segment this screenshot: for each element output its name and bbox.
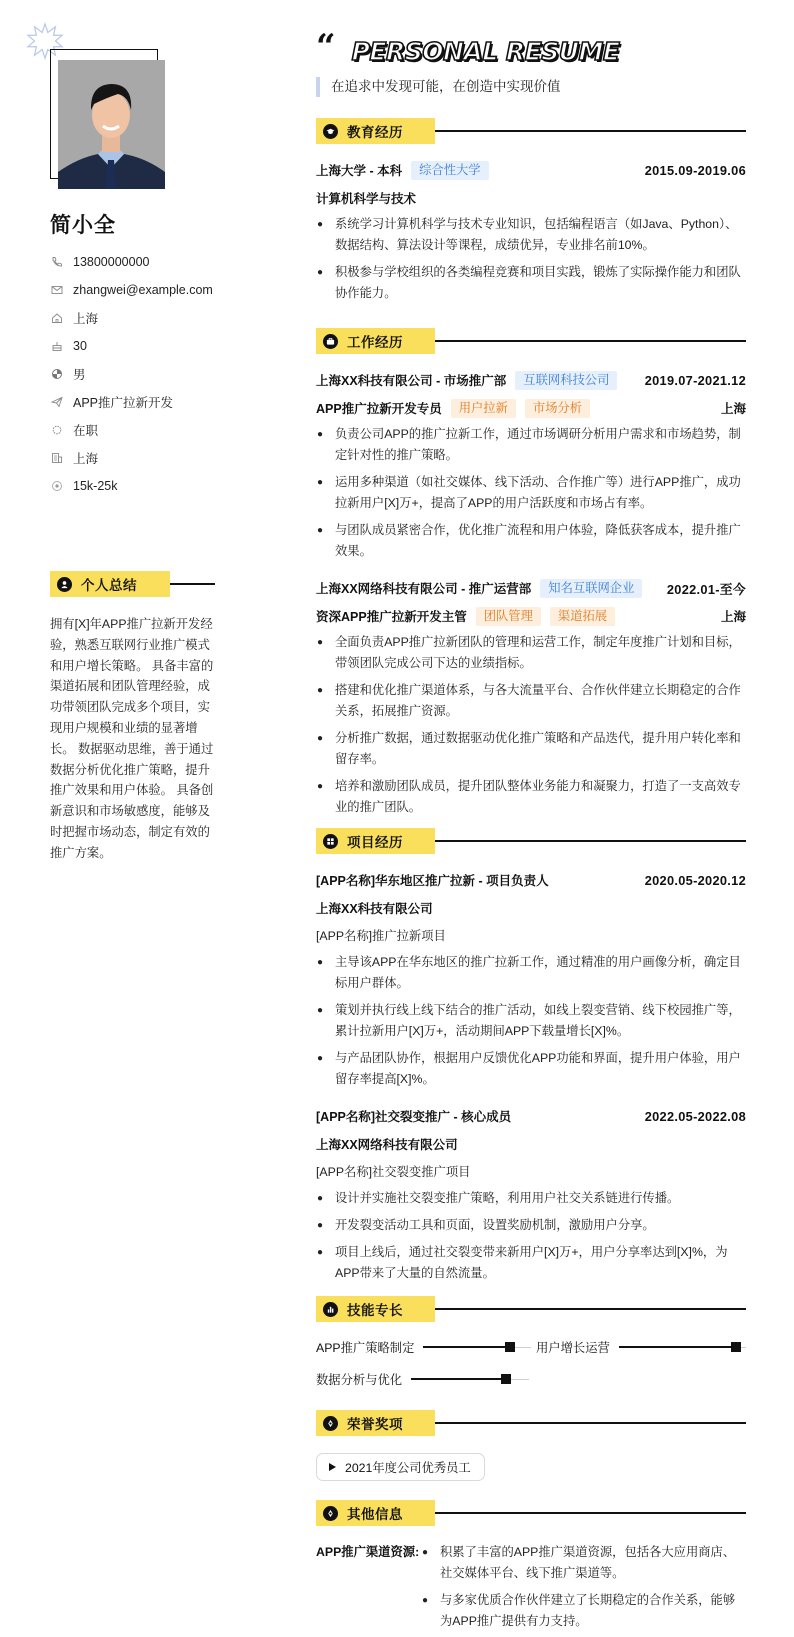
section-divider xyxy=(435,1308,746,1310)
section-divider xyxy=(435,1512,746,1514)
section-divider xyxy=(170,583,215,585)
skill-item: 用户增长运营 xyxy=(536,1336,746,1358)
section-header-summary xyxy=(50,571,215,597)
section-tag: 项目经历 xyxy=(316,828,435,854)
info-gender: 男 xyxy=(50,360,213,388)
info-location: 上海 xyxy=(50,304,213,332)
section-tag: 教育经历 xyxy=(316,118,435,144)
company-type-badge: 互联网科技公司 xyxy=(515,371,617,390)
info-salary: 15k-25k xyxy=(50,472,213,500)
project-entry xyxy=(316,870,746,1090)
education-date: 2015.09-2019.06 xyxy=(644,162,746,178)
cake-icon xyxy=(50,339,64,353)
bullet-item: ● 全面负责APP推广拉新团队的管理和运营工作，制定年度推广计划和目标，带领团队完成公司下达的业绩指标。 xyxy=(317,635,741,670)
major-row xyxy=(316,188,746,208)
play-triangle-icon xyxy=(329,1463,336,1471)
bullet-item: ● 分析推广数据，通过数据驱动优化推广策略和产品迭代，提升用户转化率和留存率。 xyxy=(317,731,741,766)
send-icon xyxy=(50,395,64,409)
gender-icon xyxy=(50,367,64,381)
mail-icon xyxy=(50,283,64,297)
award-item[interactable]: 2021年度公司优秀员工 xyxy=(316,1453,485,1481)
project-name: [APP名称]社交裂变推广 - 核心成员 xyxy=(316,1110,512,1124)
bullet-item: ● 搭建和优化推广渠道体系，与各大流量平台、合作伙伴建立长期稳定的合作关系，拓展推广资源。 xyxy=(317,683,741,718)
briefcase-icon xyxy=(323,334,338,349)
skill-item: 数据分析与优化 xyxy=(316,1368,746,1390)
skill-level-knob xyxy=(731,1342,741,1352)
other-info-item xyxy=(316,1542,746,1632)
section-header-awards xyxy=(316,1410,746,1436)
bullet-item: ● 与多家优质合作伙伴建立了长期稳定的合作关系，能够为APP推广提供有力支持。 xyxy=(422,1593,736,1628)
info-icon xyxy=(323,1506,338,1521)
skill-level-bar xyxy=(411,1373,529,1385)
building-icon xyxy=(50,451,64,465)
info-age: 30 xyxy=(50,332,213,360)
section-header-projects xyxy=(316,828,746,854)
skill-level-bar xyxy=(619,1341,746,1353)
project-date: 2020.05-2020.12 xyxy=(644,872,746,888)
user-icon xyxy=(57,577,72,592)
skill-tag: 渠道拓展 xyxy=(550,607,615,626)
company-name: 上海XX科技有限公司 - 市场推广部 xyxy=(316,374,507,388)
motto: 在追求中发现可能，在创造中实现价值 xyxy=(316,77,561,97)
work-city: 上海 xyxy=(720,402,746,416)
skill-tag: 市场分析 xyxy=(525,399,590,418)
project-desc: [APP名称]推广拉新项目 xyxy=(316,929,446,943)
bullet-item: ● 培养和激励团队成员，提升团队整体业务能力和凝聚力，打造了一支高效专业的推广团队。 xyxy=(317,779,741,814)
skill-level-bar xyxy=(423,1341,531,1353)
section-other xyxy=(316,1500,746,1632)
project-company: 上海XX网络科技有限公司 xyxy=(316,1138,458,1152)
phone-icon xyxy=(50,255,64,269)
bullet-item: ● 策划并执行线上线下结合的推广活动，如线上裂变营销、线下校园推广等，累计拉新用户[X]万+，活动期间APP下载量增长[X]%。 xyxy=(317,1003,741,1038)
bullet-item: ● 积累了丰富的APP推广渠道资源，包括各大应用商店、社交媒体平台、线下推广渠道等。 xyxy=(422,1545,736,1580)
section-tag: 技能专长 xyxy=(316,1296,435,1322)
section-header-work xyxy=(316,328,746,354)
section-divider xyxy=(435,1422,746,1424)
major: 计算机科学与技术 xyxy=(316,192,417,206)
bullet-item: ● 运用多种渠道（如社交媒体、线下活动、合作推广等）进行APP推广，成功拉新用户[X]万+，提高了APP的用户活跃度和市场占有率。 xyxy=(317,475,741,510)
school-type-badge: 综合性大学 xyxy=(411,161,489,180)
bullet-item: ● 积极参与学校组织的各类编程竞赛和项目实践，锻炼了实际操作能力和团队协作能力。 xyxy=(317,265,741,300)
section-divider xyxy=(435,340,746,342)
section-header-education xyxy=(316,118,746,144)
section-tag: 工作经历 xyxy=(316,328,435,354)
bullet-item: ● 负责公司APP的推广拉新工作，通过市场调研分析用户需求和市场趋势，制定针对性的推广策略。 xyxy=(317,427,741,462)
project-entry xyxy=(316,1106,746,1284)
section-skills xyxy=(316,1296,746,1390)
section-header-other xyxy=(316,1500,746,1526)
bar-chart-icon xyxy=(323,1302,338,1317)
quote-mark-icon: “ xyxy=(316,27,336,67)
education-entry-header xyxy=(316,160,746,180)
section-tag: 荣誉奖项 xyxy=(316,1410,435,1436)
skill-tag: 团队管理 xyxy=(476,607,541,626)
grid-icon xyxy=(323,834,338,849)
position-title: 资深APP推广拉新开发主管 xyxy=(316,610,467,624)
work-date: 2022.01-至今 xyxy=(666,581,746,597)
section-header-skills xyxy=(316,1296,746,1322)
project-name: [APP名称]华东地区推广拉新 - 项目负责人 xyxy=(316,874,549,888)
section-divider xyxy=(435,130,746,132)
other-info-label: APP推广渠道资源: xyxy=(316,1545,420,1559)
skill-item: APP推广策略制定 xyxy=(316,1336,536,1358)
bullet-item: ● 开发裂变活动工具和页面，设置奖励机制，激励用户分享。 xyxy=(317,1218,655,1232)
work-city: 上海 xyxy=(720,610,746,624)
summary-text: 拥有[X]年APP推广拉新开发经验，熟悉互联网行业推广模式和用户增长策略。 具备丰富的渠道拓展和团队管理经验，成功带领团队完成多个项目，实现用户规模和业绩的显著增长。 数据驱动思维，善于通过数据分析优化推广策略，提升推广效果和用户体验。 具备创新意识和市场敏感度，能够及时把握市场动态，制定有效的推广方案。 xyxy=(50,617,214,860)
section-awards xyxy=(316,1410,746,1481)
section-projects xyxy=(316,828,746,1284)
bullet-item: ● 与团队成员紧密合作，优化推广流程和用户体验，降低获客成本，提升推广效果。 xyxy=(317,523,741,558)
bullet-item: ● 项目上线后，通过社交裂变带来新用户[X]万+，用户分享率达到[X]%，为APP带来了大量的自然流量。 xyxy=(317,1245,728,1280)
skill-level-knob xyxy=(501,1374,511,1384)
work-date: 2019.07-2021.12 xyxy=(644,372,746,388)
status-icon xyxy=(50,423,64,437)
section-tag: 个人总结 xyxy=(50,571,170,597)
skill-level-knob xyxy=(505,1342,515,1352)
candidate-name: 简小全 xyxy=(50,214,116,237)
title-text: PERSONAL RESUME xyxy=(351,37,620,66)
work-entry xyxy=(316,370,746,562)
info-job-intent: APP推广拉新开发 xyxy=(50,388,213,416)
section-work xyxy=(316,328,746,818)
avatar-photo xyxy=(58,60,165,189)
bullet-item: ● 与产品团队协作，根据用户反馈优化APP功能和界面，提升用户体验，用户留存率提高[X]%。 xyxy=(317,1051,741,1086)
medal-icon xyxy=(323,1416,338,1431)
position-title: APP推广拉新开发专员 xyxy=(316,402,442,416)
info-status: 在职 xyxy=(50,416,213,444)
info-email: zhangwei@example.com xyxy=(50,276,213,304)
bullet-item: ● 主导该APP在华东地区的推广拉新工作，通过精准的用户画像分析，确定目标用户群体。 xyxy=(317,955,741,990)
section-divider xyxy=(435,840,746,842)
graduation-cap-icon xyxy=(323,124,338,139)
bullet-item: ● 系统学习计算机科学与技术专业知识，包括编程语言（如Java、Python）、数据结构、算法设计等课程，成绩优异，专业排名前10%。 xyxy=(317,217,738,252)
project-desc: [APP名称]社交裂变推广项目 xyxy=(316,1165,471,1179)
work-entry xyxy=(316,578,746,818)
section-tag: 其他信息 xyxy=(316,1500,435,1526)
project-date: 2022.05-2022.08 xyxy=(644,1108,746,1124)
school-name: 上海大学 - 本科 xyxy=(316,164,403,178)
skill-tag: 用户拉新 xyxy=(451,399,516,418)
home-icon xyxy=(50,311,64,325)
info-work-city: 上海 xyxy=(50,444,213,472)
resume-title xyxy=(316,27,620,72)
salary-icon xyxy=(50,479,64,493)
project-company: 上海XX科技有限公司 xyxy=(316,902,433,916)
section-education xyxy=(316,118,746,304)
sidebar xyxy=(0,0,290,1637)
company-type-badge: 知名互联网企业 xyxy=(540,579,642,598)
company-name: 上海XX网络科技有限公司 - 推广运营部 xyxy=(316,582,532,596)
info-phone: 13800000000 xyxy=(50,248,213,276)
bullet-item: ● 设计并实施社交裂变推广策略，利用用户社交关系链进行传播。 xyxy=(317,1191,680,1205)
contact-info-list xyxy=(50,248,213,500)
